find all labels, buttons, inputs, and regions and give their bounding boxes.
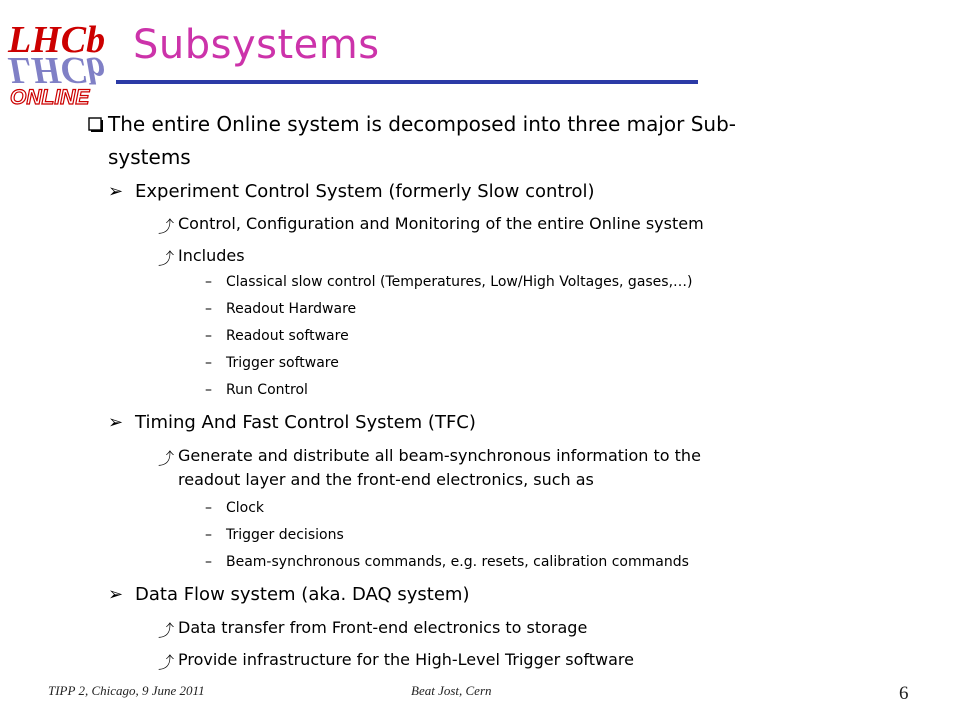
list-item-continuation: readout layer and the front-end electronics, such as: [178, 470, 594, 489]
sub-list-item: Trigger software: [226, 355, 339, 371]
dash-bullet-icon: –: [205, 554, 212, 570]
main-bullet-line-2: systems: [108, 145, 191, 169]
list-item: Control, Configuration and Monitoring of the entire Online system: [178, 214, 704, 233]
curved-arrow-bullet-icon: ⤴: [158, 249, 175, 268]
curved-arrow-bullet-icon: ⤴: [158, 449, 175, 468]
list-item: Provide infrastructure for the High-Level Trigger software: [178, 650, 634, 669]
sub-list-item: Clock: [226, 500, 265, 516]
logo-lhcb-text: LHCb: [8, 19, 106, 61]
list-item: Generate and distribute all beam-synchronous information to the: [178, 446, 701, 465]
dash-bullet-icon: –: [205, 355, 212, 371]
logo-online-text: ONLINE: [10, 86, 90, 109]
footer-author: Beat Jost, Cern: [411, 683, 492, 698]
curved-arrow-bullet-icon: ⤴: [158, 653, 175, 672]
sub-list-item: Readout software: [226, 328, 349, 344]
sub-list-item: Beam-synchronous commands, e.g. resets, calibration commands: [226, 554, 689, 570]
curved-arrow-bullet-icon: ⤴: [158, 621, 175, 640]
footer-event: TIPP 2, Chicago, 9 June 2011: [48, 683, 205, 698]
dash-bullet-icon: –: [205, 500, 212, 516]
sub-list-item: Readout Hardware: [226, 301, 357, 317]
dash-bullet-icon: –: [205, 328, 212, 344]
main-bullet-line-1: The entire Online system is decomposed into three major Sub-: [108, 112, 736, 136]
list-item: Includes: [178, 246, 245, 265]
list-item: Data transfer from Front-end electronics to storage: [178, 618, 588, 637]
section-heading: Timing And Fast Control System (TFC): [135, 412, 476, 433]
section-heading: Experiment Control System (formerly Slow control): [135, 181, 595, 202]
checkbox-bullet-icon: [88, 117, 104, 137]
dash-bullet-icon: –: [205, 274, 212, 290]
dash-bullet-icon: –: [205, 382, 212, 398]
sub-list-item: Classical slow control (Temperatures, Low/High Voltages, gases,…): [226, 274, 693, 290]
sub-list-item: Run Control: [226, 382, 308, 398]
dash-bullet-icon: –: [205, 527, 212, 543]
sub-list-item: Trigger decisions: [226, 527, 344, 543]
svg-text:LHCb: LHCb: [8, 49, 106, 91]
slide-title: Subsystems: [133, 22, 380, 68]
curved-arrow-bullet-icon: ⤴: [158, 217, 175, 236]
section-heading: Data Flow system (aka. DAQ system): [135, 584, 470, 605]
arrow-bullet-icon: ➢: [108, 584, 124, 605]
arrow-bullet-icon: ➢: [108, 181, 124, 202]
page-number: 6: [899, 683, 909, 704]
arrow-bullet-icon: ➢: [108, 412, 124, 433]
dash-bullet-icon: –: [205, 301, 212, 317]
